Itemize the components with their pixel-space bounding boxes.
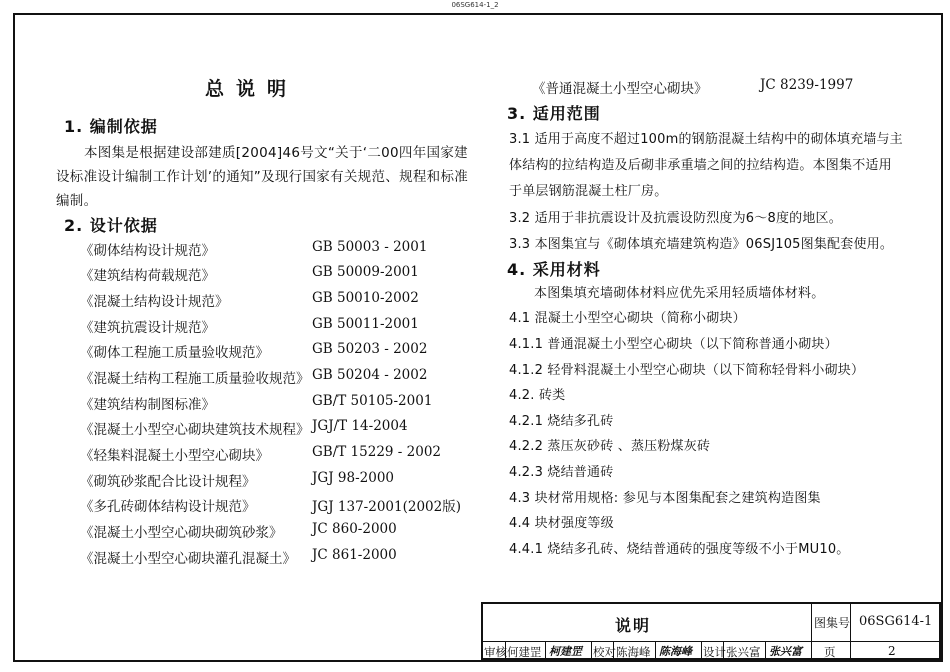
section-4-line: 本图集填充墙砌体材料应优先采用轻质墙体材料。 (534, 286, 825, 301)
section-3-line: 体结构的拉结构造及后砌非承重墙之间的拉结构造。本图集不适用 (509, 158, 892, 173)
section-3-heading: 3. 适用范围 (507, 104, 601, 123)
section-4-line: 4.2.3 烧结普通砖 (509, 465, 614, 480)
section-4-line: 4.1 混凝土小型空心砌块（简称小砌块） (509, 311, 746, 326)
standard-name: 《建筑结构荷载规范》 (80, 268, 215, 284)
section-3-line: 3.3 本图集宜与《砌体填充墙建筑构造》06SJ105图集配套使用。 (509, 237, 894, 252)
section-3-line: 3.2 适用于非抗震设计及抗震设防烈度为6～8度的地区。 (509, 211, 842, 226)
standard-name: 《砌体结构设计规范》 (80, 243, 215, 259)
standard-code: JGJ 98-2000 (312, 470, 394, 486)
standard-name: 《混凝土小型空心砌块建筑技术规程》 (80, 422, 310, 438)
standard-code: JGJ/T 14-2004 (312, 418, 408, 434)
atlas-number: 06SG614-1 (859, 614, 933, 629)
review-label: 审核 (484, 645, 507, 659)
section-1-line: 本图集是根据建设部建质[2004]46号文“关于‘二00四年国家建 (84, 145, 468, 161)
title-block (481, 602, 941, 660)
design-name: 张兴富 (726, 645, 761, 659)
file-label: 06SG614-1_2 (451, 1, 499, 9)
standard-code: GB 50010-2002 (312, 290, 419, 306)
design-label: 设计 (703, 645, 726, 659)
standard-name: 《混凝土结构工程施工质量验收规范》 (80, 371, 310, 387)
standard-name: 《砌体工程施工质量验收规范》 (80, 345, 269, 361)
section-4-line: 4.1.2 轻骨料混凝土小型空心砌块（以下简称轻骨料小砌块） (509, 363, 865, 378)
review-name: 何建罡 (507, 645, 542, 659)
section-3-line: 于单层钢筋混凝土柱厂房。 (509, 184, 668, 199)
standard-name: 《轻集料混凝土小型空心砌块》 (80, 448, 269, 464)
divider (591, 641, 592, 660)
standard-name: 《混凝土结构设计规范》 (80, 294, 229, 310)
sheet-title: 说明 (615, 616, 652, 635)
standard-code: GB 50204 - 2002 (312, 367, 428, 383)
standard-name: 《混凝土小型空心砌块砌筑砂浆》 (80, 525, 283, 541)
standard-code: GB 50011-2001 (312, 316, 419, 332)
review-signature: 柯建罡 (549, 645, 582, 658)
section-4-line: 4.2.2 蒸压灰砂砖 、蒸压粉煤灰砖 (509, 439, 711, 454)
section-1-line: 编制。 (56, 193, 98, 209)
atlas-label: 图集号 (814, 616, 851, 630)
section-4-line: 4.2. 砖类 (509, 388, 566, 403)
divider (765, 641, 766, 660)
divider (655, 641, 656, 660)
section-2-heading: 2. 设计依据 (64, 216, 158, 235)
page-title: 总说明 (205, 78, 299, 100)
standard-code: JC 860-2000 (312, 521, 397, 537)
standard-code: JGJ 137-2001(2002版) (312, 499, 461, 515)
section-4-line: 4.4.1 烧结多孔砖、烧结普通砖的强度等级不小于MU10。 (509, 542, 850, 557)
check-name: 陈海峰 (616, 645, 651, 659)
standard-name: 《建筑抗震设计规范》 (80, 320, 215, 336)
standard-code: GB 50203 - 2002 (312, 341, 428, 357)
divider (483, 641, 939, 642)
standard-code: GB/T 15229 - 2002 (312, 444, 441, 460)
standard-name: 《砌筑砂浆配合比设计规程》 (80, 474, 256, 490)
section-4-heading: 4. 采用材料 (507, 260, 601, 279)
section-4-line: 4.1.1 普通混凝土小型空心砌块（以下简称普通小砌块） (509, 337, 838, 352)
section-1-heading: 1. 编制依据 (64, 117, 158, 136)
standard-code: JC 861-2000 (312, 547, 397, 563)
divider (850, 604, 851, 660)
standard-name: 《普通混凝土小型空心砌块》 (532, 81, 708, 97)
standard-code: JC 8239-1997 (760, 77, 854, 93)
divider (811, 604, 812, 660)
standard-name: 《建筑结构制图标准》 (80, 397, 215, 413)
check-signature: 陈海峰 (659, 645, 692, 658)
standard-code: GB/T 50105-2001 (312, 393, 433, 409)
section-4-line: 4.4 块材强度等级 (509, 516, 614, 531)
standard-code: GB 50003 - 2001 (312, 239, 428, 255)
check-label: 校对 (593, 645, 616, 659)
divider (545, 641, 546, 660)
design-signature: 张兴富 (769, 645, 802, 658)
page-number: 2 (888, 644, 896, 658)
section-3-line: 3.1 适用于高度不超过100m的钢筋混凝土结构中的砌体填充墙与主 (509, 132, 903, 147)
section-4-line: 4.2.1 烧结多孔砖 (509, 414, 614, 429)
section-1-line: 设标准设计编制工作计划’的通知”及现行国家有关规范、规程和标准 (56, 169, 469, 185)
standard-name: 《混凝土小型空心砌块灌孔混凝土》 (80, 551, 296, 567)
standard-name: 《多孔砖砌体结构设计规范》 (80, 499, 256, 515)
divider (701, 641, 702, 660)
standard-code: GB 50009-2001 (312, 264, 419, 280)
section-4-line: 4.3 块材常用规格: 参见与本图集配套之建筑构造图集 (509, 491, 821, 506)
page-label: 页 (824, 645, 836, 659)
